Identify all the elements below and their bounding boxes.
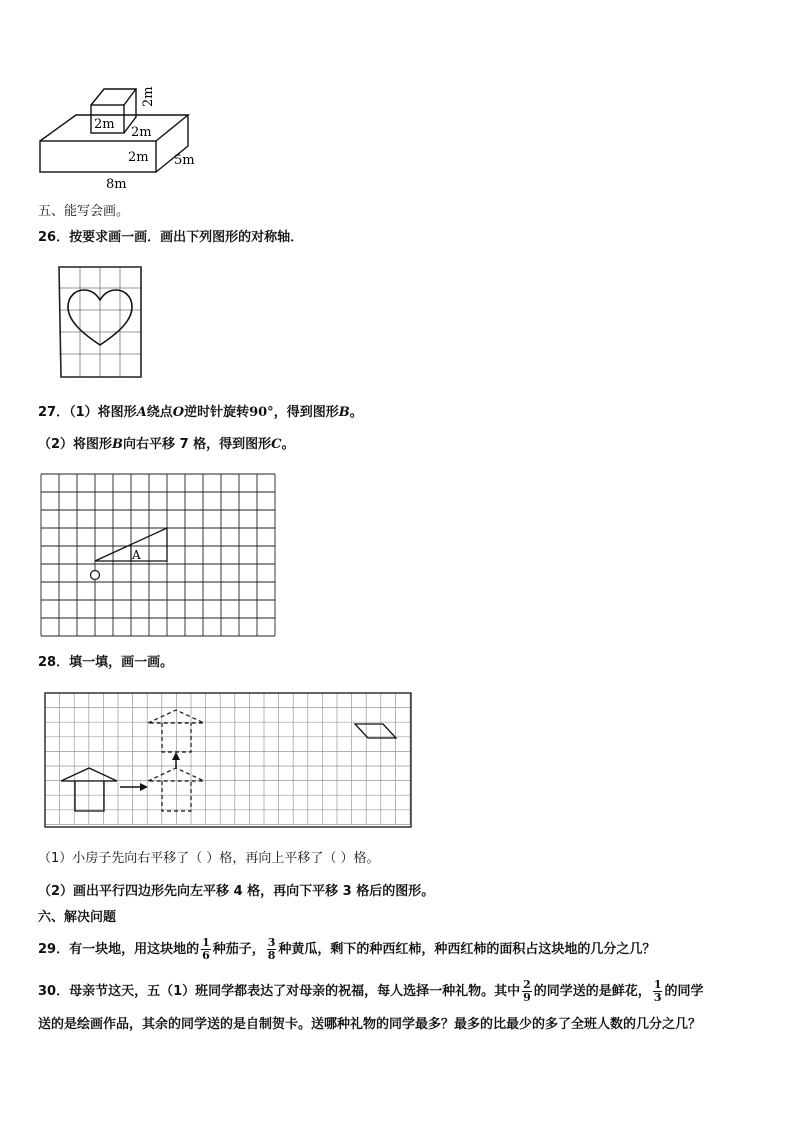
big-height-label: 2m	[128, 150, 149, 165]
section5-title: 五、能写会画。	[38, 204, 130, 219]
big-length-label: 8m	[106, 177, 127, 192]
q27-line2: （2）将图形B向右平移 7 格，得到图形C。	[38, 437, 295, 452]
q29-text: 29．有一块地，用这块地的 $\frac{1}{6}$ 种茄子， $\frac{3}{8}$ 种黄瓜，剩下的种西红柿，种西红柿的面积占这块地的几分之几？	[38, 936, 656, 962]
arrow-right-icon	[140, 783, 148, 791]
heart-grid	[55, 265, 145, 380]
label-A: A	[132, 548, 141, 562]
q26-text: 26．按要求画一画．画出下列图形的对称轴．	[38, 230, 304, 245]
q28-text: 28．填一填，画一画。	[38, 655, 174, 670]
point-O	[91, 571, 100, 580]
house-moved-up	[148, 710, 204, 752]
q30-line2: 送的是绘画作品，其余的同学送的是自制贺卡。送哪种礼物的同学最多？最多的比最少的多了全班人数的几分之几？	[38, 1017, 702, 1032]
translation-grid	[44, 692, 414, 830]
house-moved-right	[148, 768, 204, 811]
arrow-up-icon	[172, 752, 180, 760]
big-depth-label: 5m	[174, 153, 195, 168]
rotation-grid	[39, 472, 277, 638]
small-front-label: 2m	[94, 117, 115, 132]
stacked-boxes-figure	[36, 84, 206, 194]
section6-title: 六、解决问题	[38, 910, 117, 925]
q28-sub1: （1）小房子先向右平移了（ ）格，再向上平移了（ ）格。	[38, 851, 380, 866]
small-height-label: 2m	[141, 86, 156, 107]
q30-line1: 30．母亲节这天，五（1）班同学都表达了对母亲的祝福，每人选择一种礼物。其中 $\frac{2}{9}$ 的同学送的是鲜花， $\frac{1}{3}$ 的同学	[38, 978, 704, 1004]
q28-sub2: （2）画出平行四边形先向左平移 4 格，再向下平移 3 格后的图形。	[38, 884, 435, 899]
q27-line1: 27．（1）将图形A绕点O逆时针旋转90°，得到图形B。	[38, 405, 363, 420]
parallelogram	[355, 724, 396, 738]
top-label: 2m	[131, 125, 152, 140]
